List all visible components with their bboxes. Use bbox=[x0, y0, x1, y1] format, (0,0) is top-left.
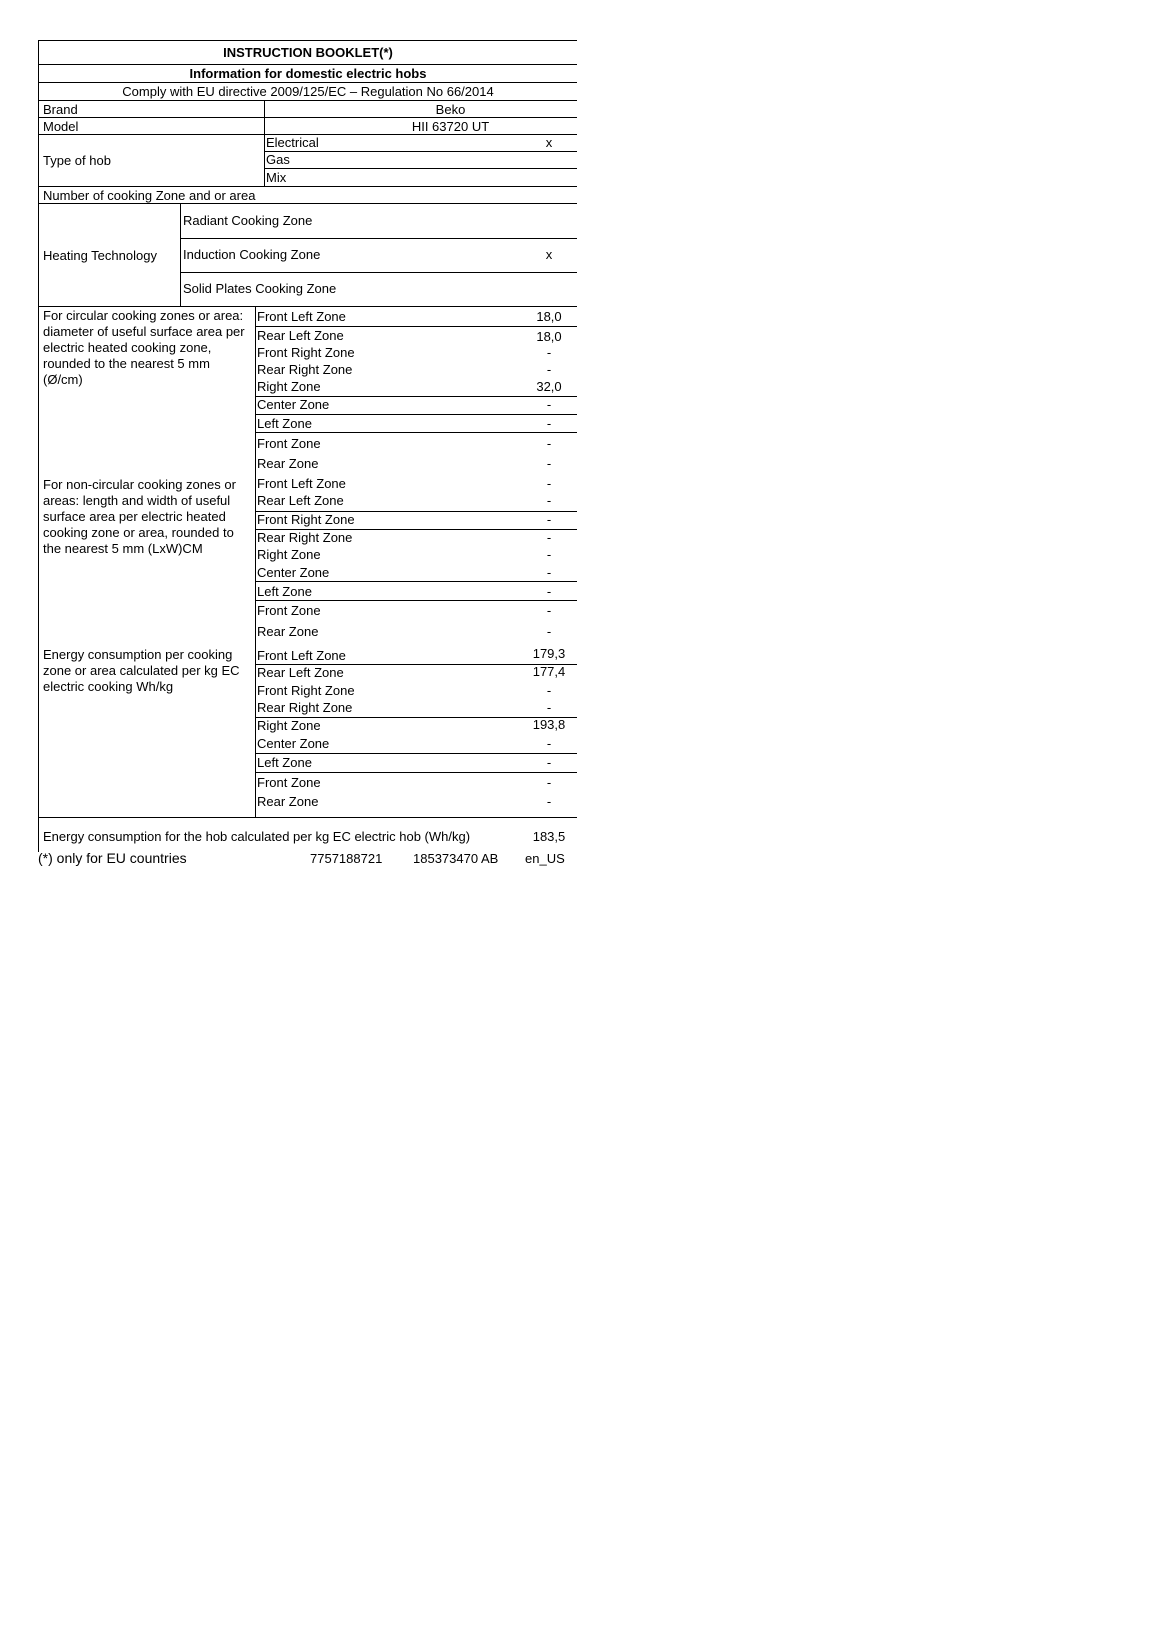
hob-type-label: Type of hob bbox=[43, 153, 111, 168]
noncirc-zone-rear: Rear Zone bbox=[257, 624, 319, 639]
model-label: Model bbox=[43, 118, 79, 134]
circ-val-rear: - bbox=[546, 456, 552, 471]
circ-zone-center: Center Zone bbox=[257, 397, 330, 412]
total-energy-label: Energy consumption for the hob calculated per kg EC electric hob (Wh/kg) bbox=[43, 828, 471, 844]
circ-zone-front-right: Front Right Zone bbox=[257, 345, 355, 360]
hob-type-gas: Gas bbox=[266, 152, 290, 167]
noncirc-val-front-right: - bbox=[546, 512, 552, 527]
hob-type-mix-mark bbox=[529, 169, 569, 186]
noncirc-val-rear-right: - bbox=[546, 530, 552, 545]
energy-val-left: - bbox=[546, 755, 552, 770]
energy-zone-rear: Rear Zone bbox=[257, 794, 319, 809]
footer-locale: en_US bbox=[525, 851, 565, 866]
energy-zone-front-left: Front Left Zone bbox=[257, 648, 346, 663]
energy-val-right: 193,8 bbox=[532, 717, 566, 732]
energy-label: Energy consumption per cooking zone or area calculated per kg EC electric cooking Wh/kg bbox=[43, 647, 240, 694]
circ-val-rear-left: 18,0 bbox=[536, 329, 562, 344]
circ-zone-front-left: Front Left Zone bbox=[257, 309, 346, 324]
zone-data-block bbox=[38, 306, 577, 818]
circ-val-left: - bbox=[546, 416, 552, 431]
footer-code-1: 7757188721 bbox=[310, 851, 383, 866]
circ-zone-front: Front Zone bbox=[257, 436, 321, 451]
hob-type-electrical-mark: x bbox=[545, 135, 553, 150]
noncirc-zone-rear-left: Rear Left Zone bbox=[257, 493, 344, 508]
energy-val-rear-right: - bbox=[546, 700, 552, 715]
noncirc-zone-front: Front Zone bbox=[257, 603, 321, 618]
energy-zone-front-right: Front Right Zone bbox=[257, 683, 355, 698]
energy-zone-rear-left: Rear Left Zone bbox=[257, 665, 344, 680]
zones-count-row bbox=[38, 186, 577, 203]
booklet-title: INSTRUCTION BOOKLET(*) bbox=[38, 40, 577, 65]
noncirc-val-rear: - bbox=[546, 624, 552, 639]
zones-count-label: Number of cooking Zone and or area bbox=[43, 187, 256, 203]
noncirc-zone-rear-right: Rear Right Zone bbox=[257, 530, 353, 545]
solid-plates-zone-mark bbox=[529, 272, 569, 306]
noncirc-val-center: - bbox=[546, 565, 552, 580]
radiant-zone: Radiant Cooking Zone bbox=[183, 213, 313, 228]
noncirc-zone-center: Center Zone bbox=[257, 565, 330, 580]
total-energy-row bbox=[38, 818, 577, 852]
hob-type-electrical: Electrical bbox=[266, 135, 319, 150]
footer bbox=[38, 850, 578, 870]
booklet-subtitle: Information for domestic electric hobs bbox=[38, 65, 577, 83]
energy-zone-front: Front Zone bbox=[257, 775, 321, 790]
circ-val-right: 32,0 bbox=[536, 379, 562, 394]
circ-val-front-right: - bbox=[546, 345, 552, 360]
circular-label: For circular cooking zones or area: diameter of useful surface area per electric heated cooking zone, rounded to the nearest 5 mm (Ø/cm) bbox=[43, 308, 245, 387]
circ-val-front: - bbox=[546, 436, 552, 451]
circ-zone-right: Right Zone bbox=[257, 379, 321, 394]
induction-zone: Induction Cooking Zone bbox=[183, 247, 321, 262]
noncirc-val-right: - bbox=[546, 547, 552, 562]
hob-type-gas-mark bbox=[529, 152, 569, 168]
energy-val-front-right: - bbox=[546, 683, 552, 698]
energy-zone-center: Center Zone bbox=[257, 736, 330, 751]
heating-tech-row bbox=[38, 203, 577, 306]
brand-row bbox=[38, 100, 577, 117]
energy-val-front-left: 179,3 bbox=[532, 646, 566, 661]
energy-zone-right: Right Zone bbox=[257, 718, 321, 733]
noncirc-zone-right: Right Zone bbox=[257, 547, 321, 562]
noncirc-zone-front-left: Front Left Zone bbox=[257, 476, 346, 491]
circ-val-front-left: 18,0 bbox=[536, 309, 562, 324]
solid-plates-zone: Solid Plates Cooking Zone bbox=[183, 281, 337, 296]
noncirc-zone-left: Left Zone bbox=[257, 584, 312, 599]
noncirc-val-rear-left: - bbox=[546, 493, 552, 508]
energy-zone-left: Left Zone bbox=[257, 755, 312, 770]
circ-zone-rear-left: Rear Left Zone bbox=[257, 328, 344, 343]
hob-type-row bbox=[38, 134, 577, 186]
heating-tech-label: Heating Technology bbox=[43, 247, 157, 263]
total-energy-value: 183,5 bbox=[532, 828, 566, 844]
energy-val-rear-left: 177,4 bbox=[532, 664, 566, 679]
model-row bbox=[38, 117, 577, 134]
noncircular-label: For non-circular cooking zones or areas: length and width of useful surface area per electric heated cooking zone or area, rounded to the nearest 5 mm (LxW)CM bbox=[43, 477, 236, 556]
noncirc-zone-front-right: Front Right Zone bbox=[257, 512, 355, 527]
circ-zone-rear-right: Rear Right Zone bbox=[257, 362, 353, 377]
noncirc-val-front-left: - bbox=[546, 476, 552, 491]
energy-zone-rear-right: Rear Right Zone bbox=[257, 700, 353, 715]
hob-type-mix: Mix bbox=[266, 170, 287, 185]
radiant-zone-mark bbox=[529, 204, 569, 238]
energy-val-center: - bbox=[546, 736, 552, 751]
footer-note: (*) only for EU countries bbox=[38, 850, 187, 866]
noncirc-val-left: - bbox=[546, 584, 552, 599]
brand-label: Brand bbox=[43, 101, 78, 117]
energy-val-front: - bbox=[546, 775, 552, 790]
circ-val-rear-right: - bbox=[546, 362, 552, 377]
footer-code-2: 185373470 AB bbox=[413, 851, 499, 866]
circ-val-center: - bbox=[546, 397, 552, 412]
brand-value: Beko bbox=[435, 101, 466, 117]
hob-info-sheet bbox=[38, 40, 577, 852]
circ-zone-left: Left Zone bbox=[257, 416, 312, 431]
induction-zone-mark: x bbox=[545, 247, 553, 262]
model-value: HII 63720 UT bbox=[411, 118, 490, 134]
directive-text: Comply with EU directive 2009/125/EC – Regulation No 66/2014 bbox=[38, 83, 577, 100]
circ-zone-rear: Rear Zone bbox=[257, 456, 319, 471]
energy-val-rear: - bbox=[546, 794, 552, 809]
noncirc-val-front: - bbox=[546, 603, 552, 618]
